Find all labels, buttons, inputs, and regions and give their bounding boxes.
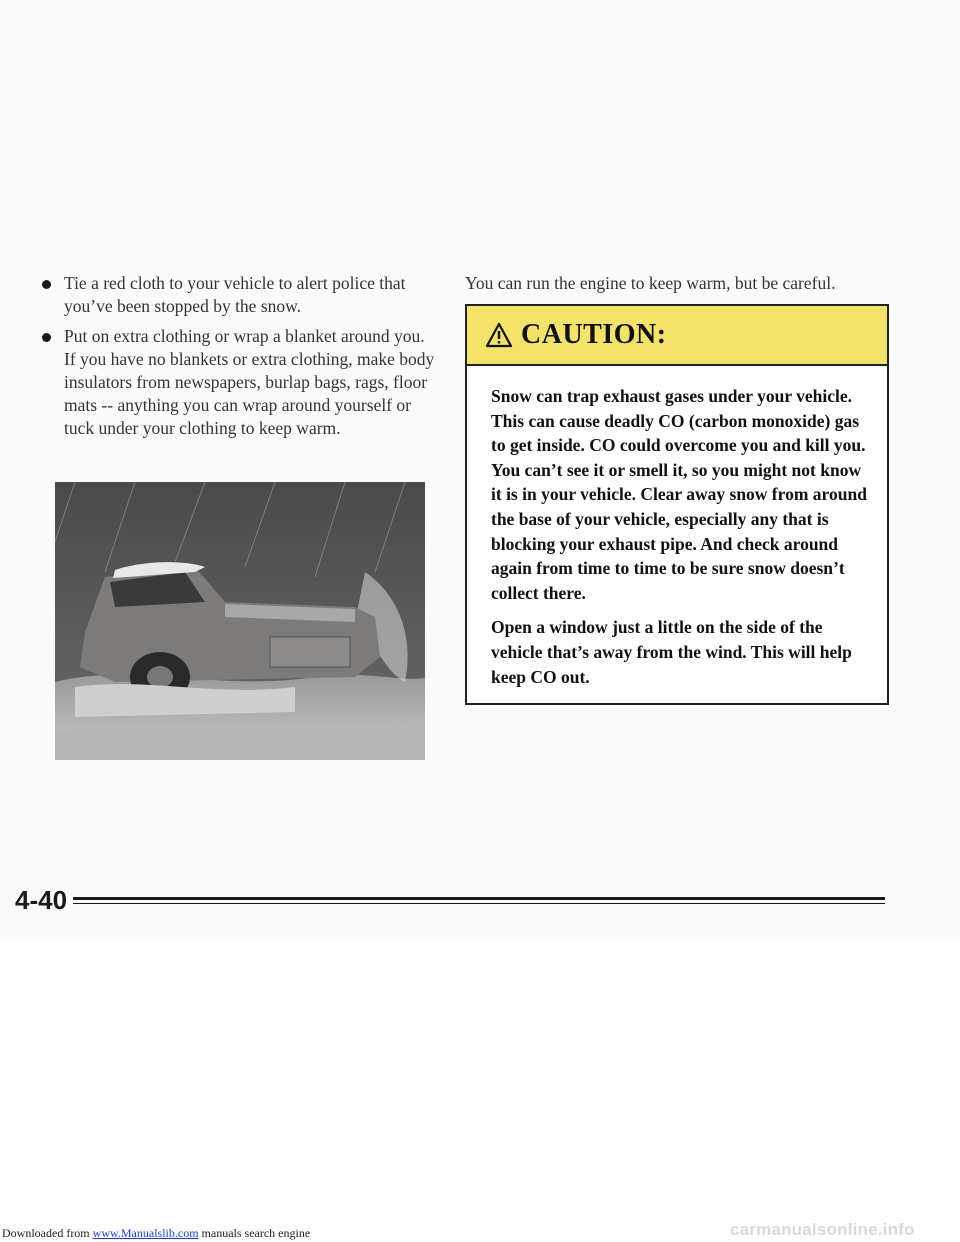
bullet-list — [42, 272, 437, 440]
snowbound-truck-photo — [55, 482, 425, 760]
bullet-text: Tie a red cloth to your vehicle to alert police that you’ve been stopped by the snow. — [64, 273, 406, 316]
caution-title: CAUTION: — [521, 319, 667, 350]
manualslib-link[interactable]: www.Manualslib.com — [92, 1226, 199, 1240]
caution-body — [467, 366, 887, 689]
download-prefix: Downloaded from — [2, 1226, 93, 1240]
truck-illustration — [55, 482, 425, 760]
bullet-text: Put on extra clothing or wrap a blanket around you. If you have no blankets or extra clothing, make body insulators from newspapers, burlap bags, rags, floor mats -- anything you can wrap around yourself or tuck under your clothing to keep warm. — [64, 326, 435, 438]
left-column — [42, 272, 437, 447]
footer-rule — [73, 897, 885, 900]
list-item — [42, 325, 437, 440]
list-item — [42, 272, 437, 318]
download-suffix: manuals search engine — [198, 1226, 311, 1240]
right-column — [465, 272, 895, 295]
bullet-icon — [42, 280, 51, 289]
caution-box — [465, 304, 889, 705]
footer-rule-thin — [73, 903, 885, 904]
download-attribution — [2, 1226, 310, 1241]
caution-header — [467, 306, 887, 366]
intro-text: You can run the engine to keep warm, but be careful. — [465, 273, 836, 293]
warning-triangle-icon — [485, 322, 513, 348]
caution-paragraph: Open a window just a little on the side of the vehicle that’s away from the wind. This will help keep CO out. — [491, 617, 852, 687]
caution-paragraph: Snow can trap exhaust gases under your vehicle. This can cause deadly CO (carbon monoxide) gas to get inside. CO could overcome you and kill you. You can’t see it or smell it, so you might not know it is in your vehicle. Clear away snow from around the base of your vehicle, especially any that is blocking your exhaust pipe. And check around again from time to time to be sure snow doesn’t collect there. — [491, 386, 867, 603]
bullet-icon — [42, 333, 51, 342]
page-number: 4-40 — [15, 885, 68, 915]
watermark: carmanualsonline.info — [730, 1220, 915, 1239]
